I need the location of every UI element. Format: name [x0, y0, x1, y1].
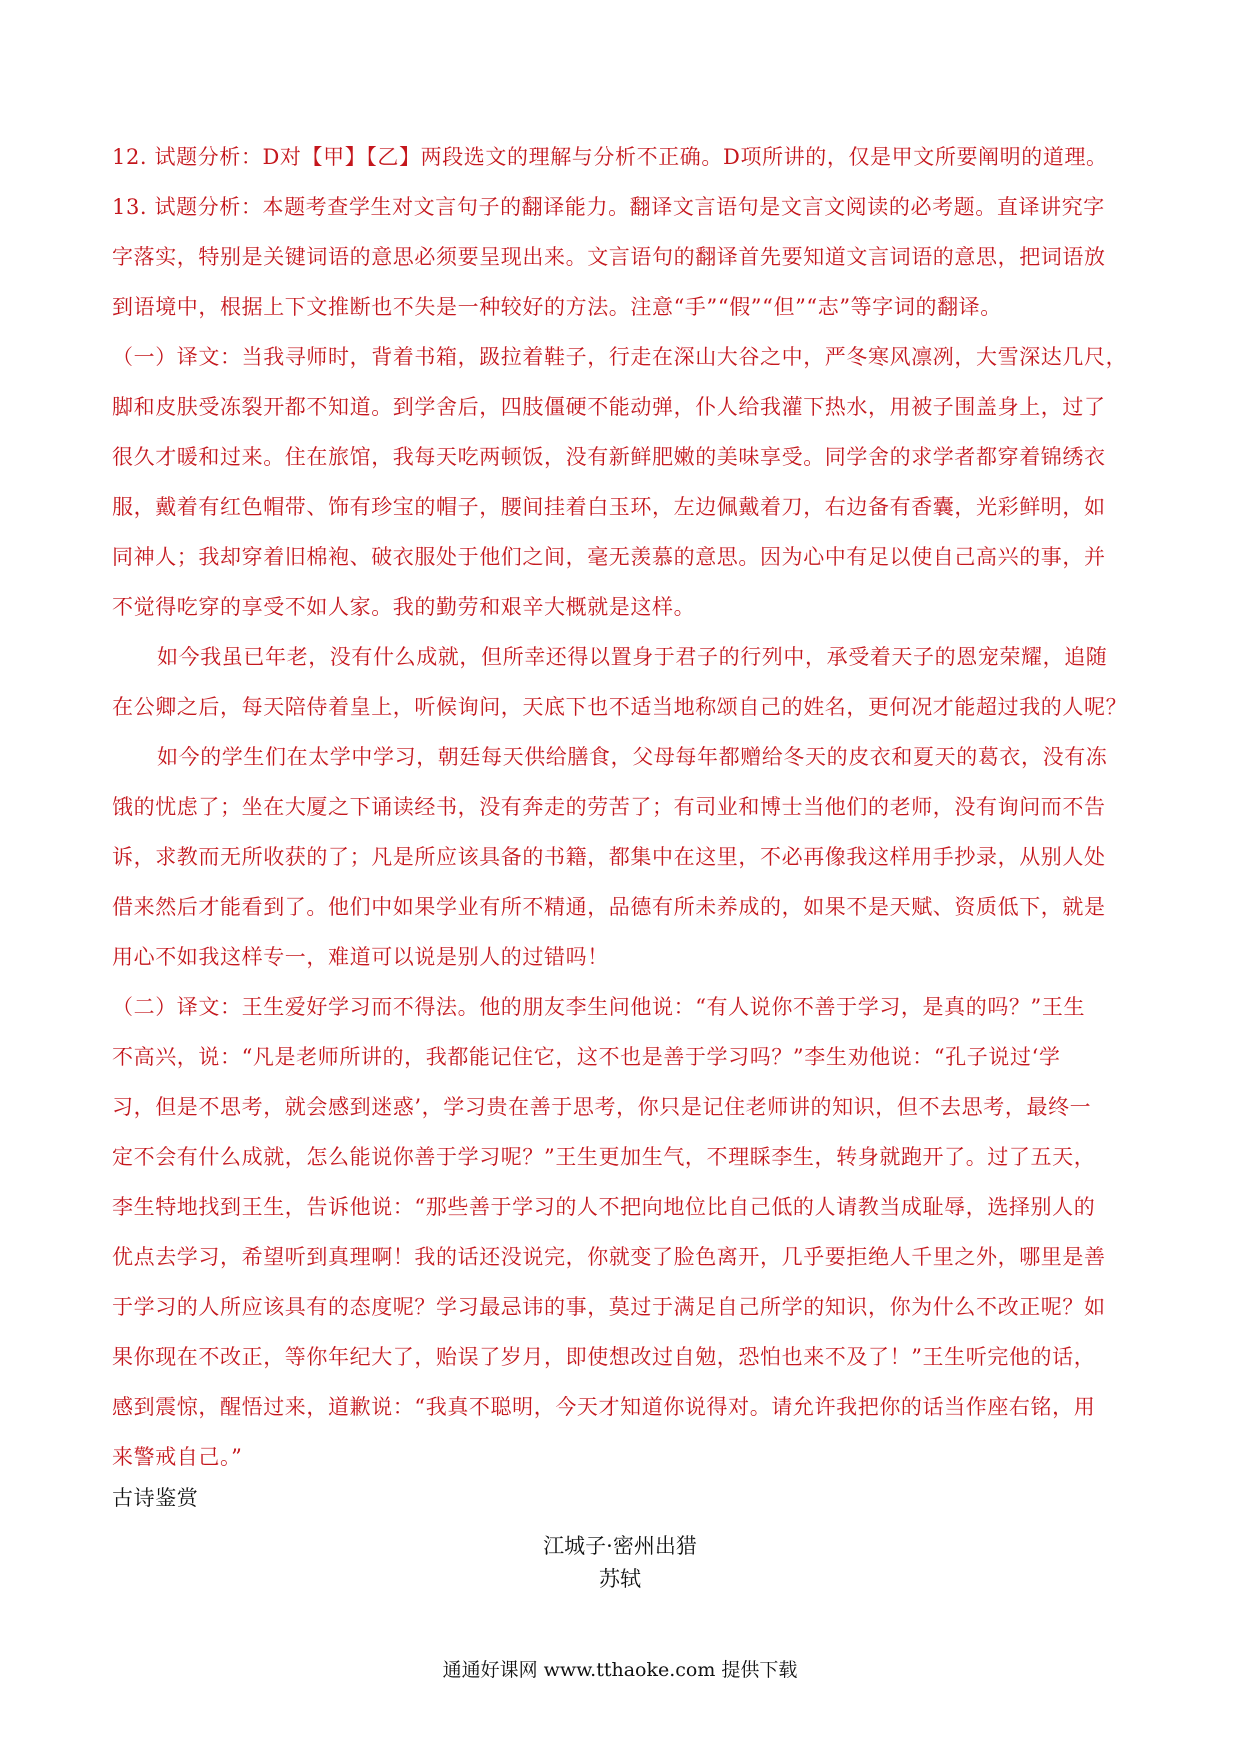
text-line: 不觉得吃穿的享受不如人家。我的勤劳和艰辛大概就是这样。 — [112, 595, 696, 619]
text-line: 定不会有什么成就，怎么能说你善于学习呢？”王生更加生气，不理睬李生，转身就跑开了。过了五天， — [112, 1145, 1096, 1169]
text-line: 饿的忧虑了；坐在大厦之下诵读经书，没有奔走的劳苦了；有司业和博士当他们的老师，没有询问而不告 — [112, 795, 1106, 819]
text-line: 李生特地找到王生，告诉他说：“那些善于学习的人不把向地位比自己低的人请教当成耻辱，选择别人的 — [112, 1195, 1096, 1219]
text-line: 13. 试题分析：本题考查学生对文言句子的翻译能力。翻译文言语句是文言文阅读的必考题。直译讲究字 — [112, 195, 1105, 219]
text-line: 12. 试题分析：D对【甲】【乙】两段选文的理解与分析不正确。D项所讲的，仅是甲文所要阐明的道理。 — [112, 145, 1108, 169]
text-line: 诉，求教而无所收获的了；凡是所应该具备的书籍，都集中在这里，不必再像我这样用手抄录，从别人处 — [112, 845, 1106, 869]
text-line: （二）译文：王生爱好学习而不得法。他的朋友李生问他说：“有人说你不善于学习，是真的吗？”王生 — [112, 995, 1086, 1019]
text-line: 字落实，特别是关键词语的意思必须要呈现出来。文言语句的翻译首先要知道文言词语的意思，把词语放 — [112, 245, 1106, 269]
text-line: 到语境中，根据上下文推断也不失是一种较好的方法。注意“手”“假”“但”“志”等字词的翻译。 — [112, 295, 1002, 319]
text-line: 优点去学习，希望听到真理啊！我的话还没说完，你就变了脸色离开，几乎要拒绝人千里之外，哪里是善 — [112, 1245, 1106, 1269]
text-line: 用心不如我这样专一，难道可以说是别人的过错吗！ — [112, 945, 609, 969]
text-line: 在公卿之后，每天陪侍着皇上，听候询问，天底下也不适当地称颂自己的姓名，更何况才能超过我的人呢？ — [112, 695, 1128, 719]
page-footer: 通通好课网 www.tthaoke.com 提供下载 — [442, 1659, 798, 1681]
text-line: 脚和皮肤受冻裂开都不知道。到学舍后，四肢僵硬不能动弹，仆人给我灌下热水，用被子围盖身上，过了 — [112, 395, 1106, 419]
poem-title: 江城子·密州出猎 — [543, 1534, 697, 1558]
text-line: 同神人；我却穿着旧棉袍、破衣服处于他们之间，毫无羡慕的意思。因为心中有足以使自己高兴的事，并 — [112, 545, 1106, 569]
text-line: （一）译文：当我寻师时，背着书箱，趿拉着鞋子，行走在深山大谷之中，严冬寒风凛冽，大雪深达几尺， — [112, 345, 1128, 369]
text-line: 如今的学生们在太学中学习，朝廷每天供给膳食，父母每年都赠给冬天的皮衣和夏天的葛衣，没有冻 — [157, 745, 1108, 769]
text-line: 借来然后才能看到了。他们中如果学业有所不精通，品德有所未养成的，如果不是天赋、资质低下，就是 — [112, 895, 1106, 919]
text-line: 如今我虽已年老，没有什么成就，但所幸还得以置身于君子的行列中，承受着天子的恩宠荣耀，追随 — [157, 645, 1108, 669]
text-line: 感到震惊，醒悟过来，道歉说：“我真不聪明，今天才知道你说得对。请允许我把你的话当作座右铭，用 — [112, 1395, 1096, 1419]
text-line: 不高兴，说：“凡是老师所讲的，我都能记住它，这不也是善于学习吗？”李生劝他说：“孔子说过‘学 — [112, 1045, 1061, 1069]
text-line: 习，但是不思考，就会感到迷惑’，学习贵在善于思考，你只是记住老师讲的知识，但不去思考，最终一 — [112, 1095, 1092, 1119]
text-line: 很久才暖和过来。住在旅馆，我每天吃两顿饭，没有新鲜肥嫩的美味享受。同学舍的求学者都穿着锦绣衣 — [112, 445, 1106, 469]
text-line: 来警戒自己。” — [112, 1445, 243, 1469]
text-line: 服，戴着有红色帽带、饰有珍宝的帽子，腰间挂着白玉环，左边佩戴着刀，右边备有香囊，光彩鲜明，如 — [112, 495, 1106, 519]
text-line: 于学习的人所应该具有的态度呢？学习最忌讳的事，莫过于满足自己所学的知识，你为什么不改正呢？如 — [112, 1295, 1106, 1319]
poem-author: 苏轼 — [599, 1567, 641, 1591]
text-line: 果你现在不改正，等你年纪大了，贻误了岁月，即使想改过自勉，恐怕也来不及了！”王生听完他的话， — [112, 1345, 1096, 1369]
section-heading: 古诗鉴赏 — [112, 1486, 199, 1510]
